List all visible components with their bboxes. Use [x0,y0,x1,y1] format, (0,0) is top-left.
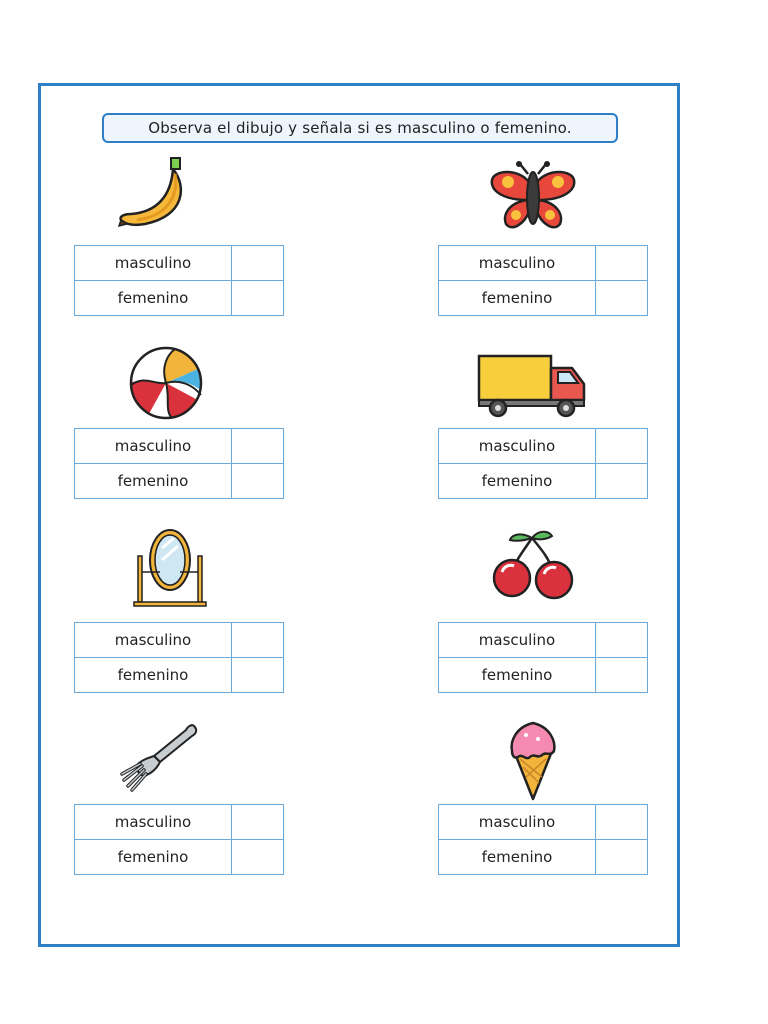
option-label-masculino: masculino [75,623,232,658]
instruction-banner [102,113,618,143]
option-label-masculino: masculino [75,429,232,464]
mirror-icon [132,528,208,608]
checkbox-femenino[interactable] [596,658,647,693]
checkbox-masculino[interactable] [232,246,283,281]
option-label-femenino: femenino [439,281,596,316]
instruction-text: Observa el dibujo y señala si es masculino o femenino. [148,119,572,137]
checkbox-femenino[interactable] [232,464,283,499]
answer-table-butterfly [438,245,648,316]
answer-table-truck [438,428,648,499]
checkbox-masculino[interactable] [232,429,283,464]
answer-table-ball [74,428,284,499]
option-label-masculino: masculino [439,246,596,281]
option-label-femenino: femenino [75,658,232,693]
option-label-masculino: masculino [439,805,596,840]
ice-cream-icon [508,717,558,801]
answer-table-cherries [438,622,648,693]
option-label-femenino: femenino [439,464,596,499]
checkbox-masculino[interactable] [232,805,283,840]
option-label-femenino: femenino [439,658,596,693]
option-label-femenino: femenino [75,464,232,499]
option-label-masculino: masculino [439,429,596,464]
checkbox-masculino[interactable] [596,429,647,464]
checkbox-femenino[interactable] [232,840,283,875]
option-label-femenino: femenino [75,840,232,875]
checkbox-masculino[interactable] [596,623,647,658]
option-label-femenino: femenino [439,840,596,875]
fork-icon [120,722,200,794]
checkbox-femenino[interactable] [596,840,647,875]
option-label-masculino: masculino [439,623,596,658]
checkbox-masculino[interactable] [232,623,283,658]
checkbox-masculino[interactable] [596,246,647,281]
answer-table-fork [74,804,284,875]
answer-table-banana [74,245,284,316]
answer-table-ice-cream [438,804,648,875]
checkbox-masculino[interactable] [596,805,647,840]
truck-icon [476,352,588,420]
option-label-masculino: masculino [75,246,232,281]
option-label-masculino: masculino [75,805,232,840]
cherries-icon [488,528,578,600]
checkbox-femenino[interactable] [232,281,283,316]
option-label-femenino: femenino [75,281,232,316]
checkbox-femenino[interactable] [596,464,647,499]
beach-ball-icon [125,345,207,421]
butterfly-icon [488,160,578,236]
answer-table-mirror [74,622,284,693]
banana-icon [115,156,195,232]
checkbox-femenino[interactable] [596,281,647,316]
checkbox-femenino[interactable] [232,658,283,693]
